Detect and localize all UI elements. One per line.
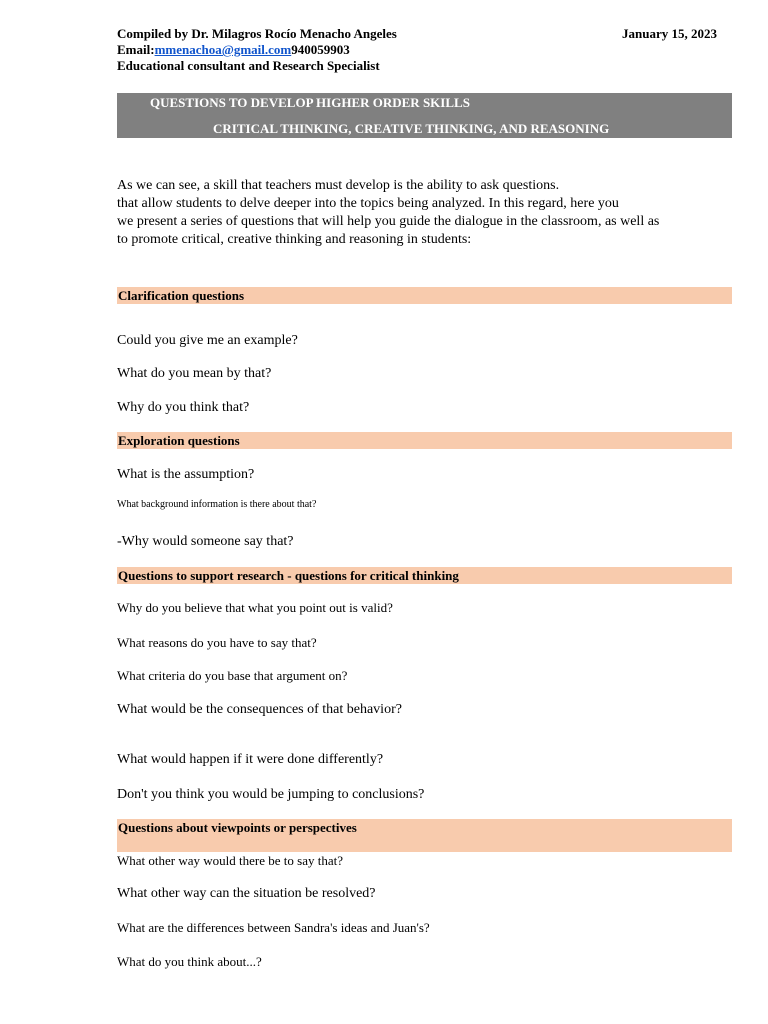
compiled-by: Compiled by Dr. Milagros Rocío Menacho Angeles (117, 26, 397, 41)
question-item: What reasons do you have to say that? (117, 635, 317, 650)
intro-line: we present a series of questions that will help you guide the dialogue in the classroom, as well as (117, 214, 660, 229)
question-item: Why do you think that? (117, 400, 250, 415)
question-item: What would happen if it were done differently? (117, 752, 384, 767)
section-header-viewpoints (117, 819, 732, 852)
contact-line (117, 42, 350, 58)
banner-title: QUESTIONS TO DEVELOP HIGHER ORDER SKILLS (150, 95, 470, 110)
section-header-exploration (117, 432, 732, 449)
phone-number: 940059903 (291, 42, 350, 57)
intro-line: to promote critical, creative thinking and reasoning in students: (117, 232, 472, 247)
section-title: Questions to support research - questions for critical thinking (118, 568, 459, 583)
section-title: Clarification questions (118, 288, 245, 303)
author-line (117, 26, 397, 42)
intro-paragraph (117, 177, 727, 249)
question-item: What are the differences between Sandra's ideas and Juan's? (117, 920, 430, 935)
section-header-research (117, 567, 732, 584)
question-item: Why do you believe that what you point out is valid? (117, 600, 393, 615)
author-role: Educational consultant and Research Specialist (117, 58, 380, 73)
intro-line: As we can see, a skill that teachers must develop is the ability to ask questions. (117, 178, 560, 193)
email-label: Email: (117, 42, 155, 57)
question-item: What do you think about...? (117, 954, 262, 969)
question-item: What do you mean by that? (117, 366, 272, 381)
question-item: What is the assumption? (117, 467, 255, 482)
question-item: What other way can the situation be resolved? (117, 886, 376, 901)
question-item: -Why would someone say that? (117, 534, 294, 549)
question-item: What criteria do you base that argument on? (117, 668, 348, 683)
question-item: Don't you think you would be jumping to conclusions? (117, 787, 425, 802)
intro-line: that allow students to delve deeper into the topics being analyzed. In this regard, here you (117, 196, 619, 211)
question-item: What other way would there be to say that? (117, 853, 343, 868)
title-banner (117, 93, 732, 138)
section-header-clarification (117, 287, 732, 304)
section-title: Exploration questions (118, 433, 240, 448)
email-link[interactable]: mmenachoa@gmail.com (154, 42, 292, 57)
question-item: Could you give me an example? (117, 333, 298, 348)
document-date: January 15, 2023 (622, 26, 717, 41)
question-item: What background information is there about that? (117, 499, 317, 510)
section-title: Questions about viewpoints or perspectives (118, 820, 357, 835)
question-item: What would be the consequences of that behavior? (117, 702, 402, 717)
banner-subtitle: CRITICAL THINKING, CREATIVE THINKING, AND REASONING (213, 121, 610, 136)
